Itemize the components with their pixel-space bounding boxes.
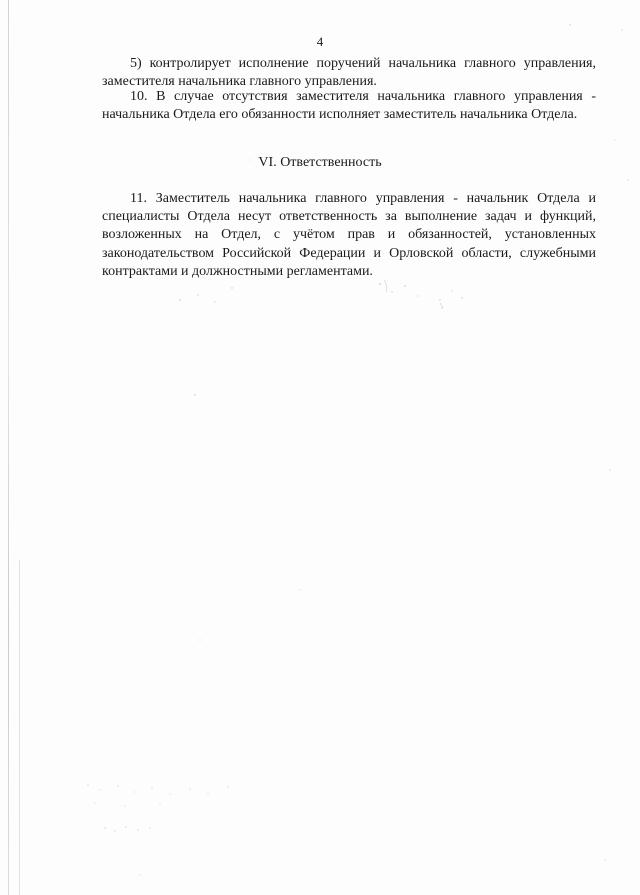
paragraph-item-10-block	[102, 88, 596, 124]
paragraph-item-5: 5) контролирует исполнение поручений начальника главного управления, заместителя начальника главного управления.	[102, 56, 596, 90]
paragraph-item-11: 11. Заместитель начальника главного управления - начальник Отдела и специалисты Отдела несут ответственность за выполнение задач и функций, возложенных на Отдел, с учётом прав и обязанностей, установленных законодательством Российской Федерации и Орловской области, служебными контрактами и должностными регламентами.	[102, 191, 596, 279]
scan-edge-line	[8, 0, 9, 895]
paragraph-item-10: 10. В случае отсутствия заместителя начальника главного управления - начальника Отдела его обязанности исполняет заместитель начальника Отдела.	[102, 89, 596, 123]
paragraph-item-11-block	[102, 190, 596, 281]
section-heading: VI. Ответственность	[258, 155, 382, 170]
scan-edge-line-secondary	[19, 560, 20, 895]
page-number: 4	[316, 34, 324, 49]
paragraph-item-5-block	[102, 55, 596, 91]
